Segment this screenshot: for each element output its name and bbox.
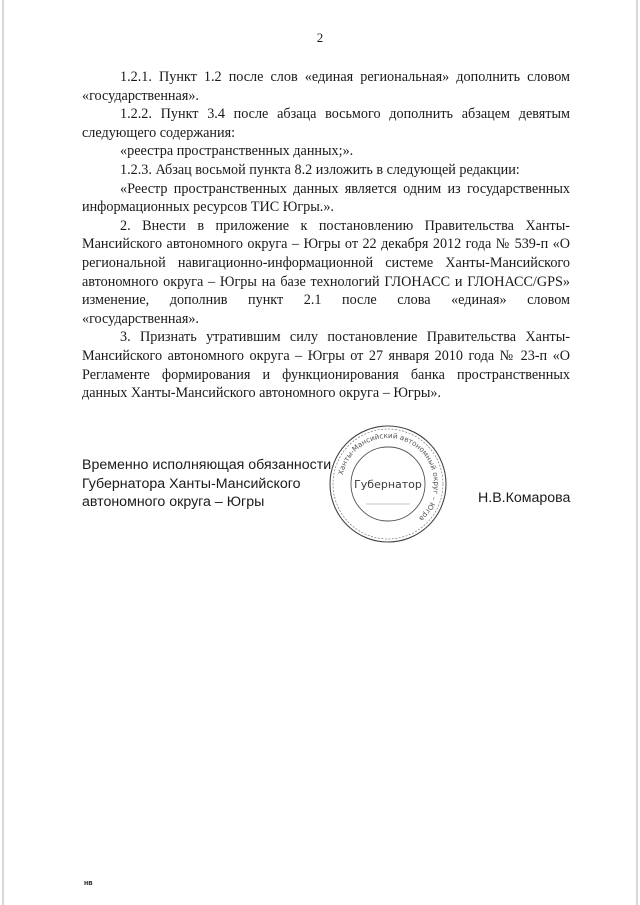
paragraph-3: 3. Признать утратившим силу постановление Правительства Ханты-Мансийского автономного округа – Югры от 27 января 2010 года № 23-п «О Регламенте формирования и функционирования банка пространственных данных Ханты-Мансийского автономного округа – Югры».: [82, 329, 570, 402]
page-number: 2: [316, 30, 324, 45]
paragraph-quote-registry-full: «Реестр пространственных данных является одним из государственных информационных ресурсов ТИС Югры.».: [82, 180, 570, 216]
signatory-title-line: автономного округа – Югры: [82, 494, 265, 511]
signatory-title-line: Губернатора Ханты-Мансийского: [82, 475, 301, 492]
seal-ring-text: Ханты-Мансийский автономный округ – Югра: [335, 430, 442, 524]
signatory-name: Н.В.Комарова: [478, 490, 571, 506]
scan-edge-right: [636, 0, 638, 905]
signatory-title-line: Временно исполняющая обязанности: [82, 457, 332, 473]
paragraph-1-2-2: 1.2.2. Пункт 3.4 после абзаца восьмого дополнить абзацем девятым следующего содержания:: [82, 106, 570, 141]
document-body: [82, 68, 570, 403]
scan-edge-left: [2, 0, 4, 905]
paragraph-1-2-3: 1.2.3. Абзац восьмой пункта 8.2 изложить в следующей редакции:: [120, 161, 520, 178]
executor-mark: нв: [84, 880, 93, 887]
signatory-title: [82, 456, 342, 512]
official-seal: [326, 422, 450, 546]
paragraph-2: 2. Внести в приложение к постановлению Правительства Ханты-Мансийского автономного округа – Югры от 22 декабря 2012 года № 539-п «О региональной навигационно-информационной системе Ханты-Мансийского автономного округа – Югры на базе технологий ГЛОНАСС и ГЛОНАСС/GPS» изменение, дополнив пункт 2.1 после слова «единая» словом «государственная».: [82, 217, 570, 327]
seal-center-text: Губернатор: [354, 478, 422, 491]
paragraph-quote-registry: «реестра пространственных данных;».: [120, 143, 354, 160]
paragraph-1-2-1: 1.2.1. Пункт 1.2 после слов «единая региональная» дополнить словом «государственная».: [82, 69, 570, 104]
